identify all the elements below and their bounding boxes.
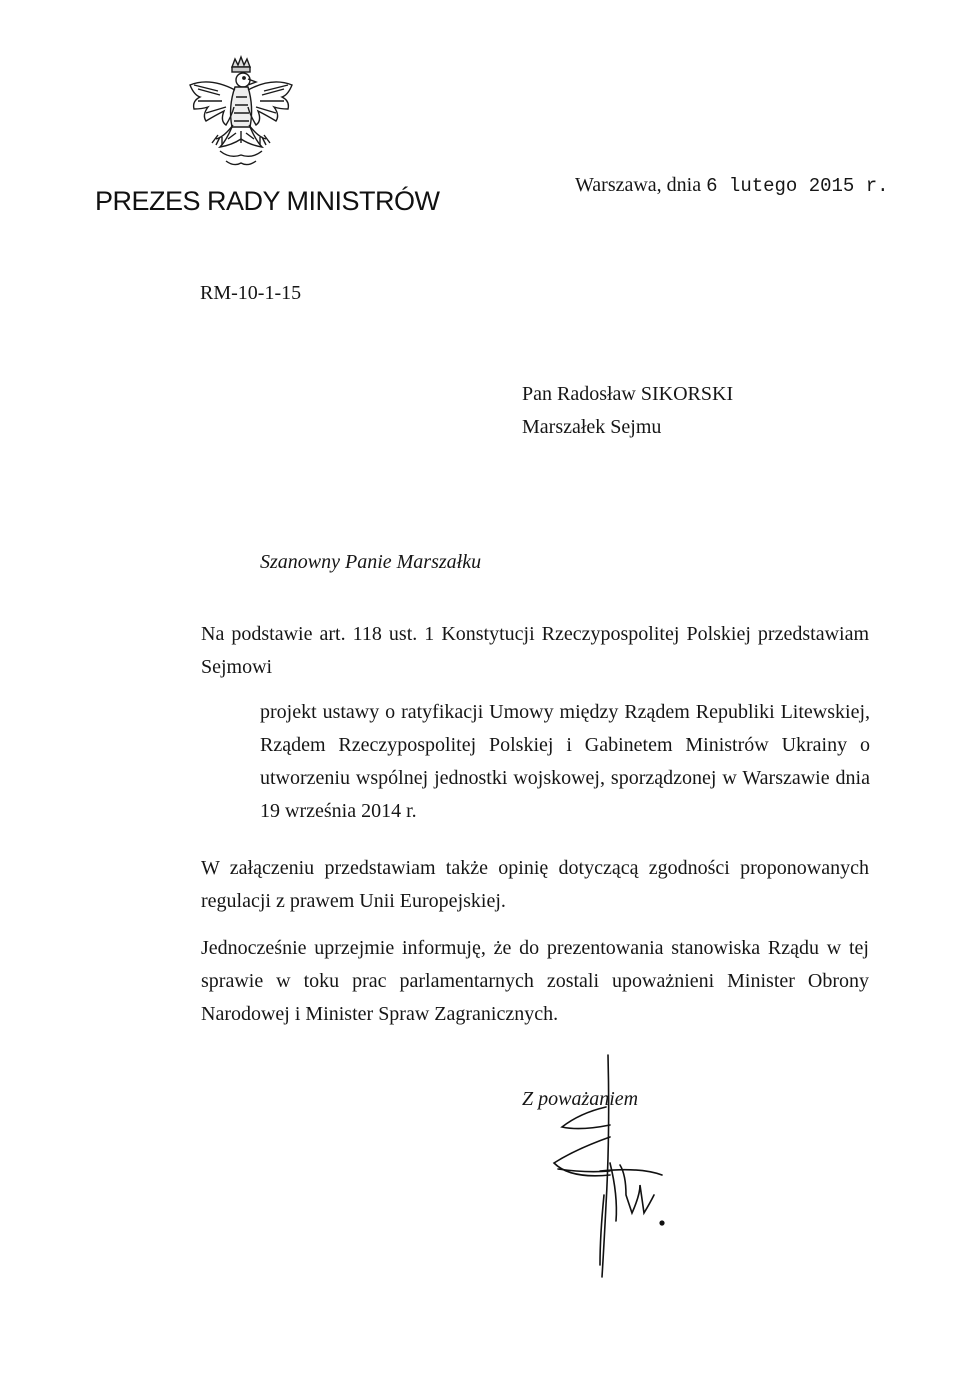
body-paragraph-3: W załączeniu przedstawiam także opinię dotyczącą zgodności proponowanych regulacji z prawem Unii Europejskiej. <box>201 857 869 912</box>
salutation: Szanowny Panie Marszałku <box>260 551 482 573</box>
letter-date <box>575 174 889 197</box>
body-paragraph-2: projekt ustawy o ratyfikacji Umowy między Rządem Republiki Litewskiej, Rządem Rzeczypospolitej Polskiej i Gabinetem Ministrów Ukrainy o utworzeniu wspólnej jednostki wojskowej, sporządzonej w Warszawie dnia 19 września 2014 r. <box>260 701 870 822</box>
addressee-role: Marszałek Sejmu <box>522 416 662 438</box>
office-title: PREZES RADY MINISTRÓW <box>95 186 440 216</box>
body-paragraph-1: Na podstawie art. 118 ust. 1 Konstytucji Rzeczypospolitej Polskiej przedstawiam Sejmowi <box>201 623 869 678</box>
polish-eagle-emblem-icon <box>180 55 300 175</box>
closing-phrase: Z poważaniem <box>522 1088 639 1110</box>
handwritten-signature-icon <box>540 1045 680 1285</box>
reference-number: RM-10-1-15 <box>200 282 302 304</box>
date-value: 6 lutego 2015 r. <box>706 175 889 197</box>
body-paragraph-4: Jednocześnie uprzejmie informuję, że do prezentowania stanowiska Rządu w tej sprawie w toku prac parlamentarnych zostali upoważnieni Minister Obrony Narodowej i Minister Spraw Zagranicznych. <box>201 937 869 1025</box>
date-prefix: Warszawa, dnia <box>575 174 702 196</box>
addressee-name: Pan Radosław SIKORSKI <box>522 383 734 405</box>
